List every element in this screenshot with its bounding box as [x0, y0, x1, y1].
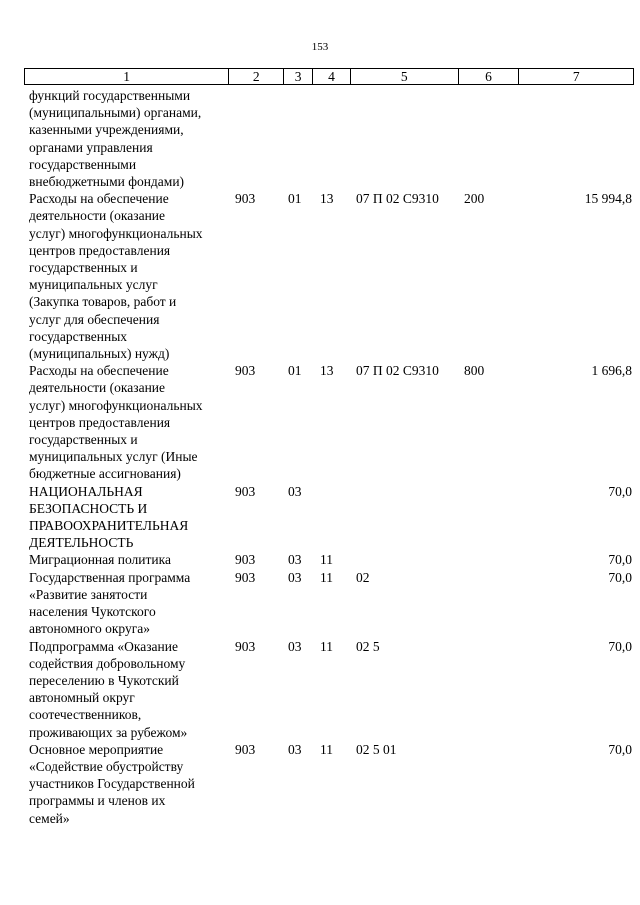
row-ministry-code: 903 — [235, 363, 256, 379]
row-subsection-code: 11 — [320, 552, 333, 568]
header-col-4: 4 — [313, 69, 351, 84]
row-subsection-code: 11 — [320, 638, 333, 654]
header-col-7: 7 — [572, 69, 580, 84]
row-target-code: 02 — [356, 569, 370, 585]
table-header — [24, 68, 634, 85]
row-amount: 70,0 — [608, 741, 632, 757]
row-amount: 70,0 — [608, 638, 632, 654]
row-name: Подпрограмма «Оказание содействия добровольному переселению в Чукотский автономный округ соотечественников, проживающих за рубежом» — [29, 638, 188, 740]
header-col-2: 2 — [229, 69, 284, 84]
row-subsection-code: 11 — [320, 741, 333, 757]
table-row — [29, 483, 632, 552]
row-subsection-code: 13 — [320, 363, 334, 379]
row-name: Расходы на обеспечение деятельности (оказание услуг) многофункциональных центров предоставления государственных и муниципальных услуг (Закупка товаров, работ и услуг для обеспечения государственных (муниципальных) нужд) — [29, 191, 203, 362]
header-col-6: 6 — [459, 69, 520, 84]
table-body — [29, 87, 632, 827]
row-name: Основное мероприятие «Содействие обустройству участников Государственной программы и членов их семей» — [29, 741, 195, 826]
row-section-code: 03 — [288, 638, 302, 654]
row-ministry-code: 903 — [235, 569, 256, 585]
row-subsection-code: 13 — [320, 191, 334, 207]
header-col-5: 5 — [351, 69, 459, 84]
row-ministry-code: 903 — [235, 638, 256, 654]
page-number: 153 — [311, 41, 329, 53]
row-target-code: 02 5 — [356, 638, 380, 654]
row-target-code: 07 П 02 С9310 — [356, 363, 439, 379]
table-row — [29, 362, 632, 482]
table-row — [29, 569, 632, 638]
row-amount: 70,0 — [608, 569, 632, 585]
row-expense-type: 200 — [464, 191, 485, 207]
row-name: Расходы на обеспечение деятельности (оказание услуг) многофункциональных центров предоставления государственных и муниципальных услуг (Иные бюджетные ассигнования) — [29, 363, 203, 482]
row-ministry-code: 903 — [235, 483, 256, 499]
row-subsection-code: 11 — [320, 569, 333, 585]
row-amount: 70,0 — [608, 552, 632, 568]
table-row — [29, 190, 632, 362]
row-section-code: 03 — [288, 483, 302, 499]
table-row — [29, 741, 632, 827]
table-row — [29, 87, 632, 190]
row-section-code: 03 — [288, 569, 302, 585]
header-col-3: 3 — [284, 69, 313, 84]
row-amount: 70,0 — [608, 483, 632, 499]
row-ministry-code: 903 — [235, 741, 256, 757]
row-name: НАЦИОНАЛЬНАЯ БЕЗОПАСНОСТЬ И ПРАВООХРАНИТЕЛЬНАЯ ДЕЯТЕЛЬНОСТЬ — [29, 483, 189, 551]
row-section-code: 01 — [288, 191, 302, 207]
row-amount: 15 994,8 — [584, 191, 632, 207]
table-row — [29, 638, 632, 741]
row-name: Государственная программа «Развитие занятости населения Чукотского автономного округа» — [29, 569, 191, 637]
row-ministry-code: 903 — [235, 191, 256, 207]
table-row — [29, 551, 632, 568]
row-section-code: 03 — [288, 552, 302, 568]
row-section-code: 03 — [288, 741, 302, 757]
row-expense-type: 800 — [464, 363, 485, 379]
row-name: Миграционная политика — [29, 552, 171, 568]
row-target-code: 02 5 01 — [356, 741, 397, 757]
header-col-1: 1 — [25, 69, 229, 84]
row-amount: 1 696,8 — [591, 363, 632, 379]
row-section-code: 01 — [288, 363, 302, 379]
row-name: функций государственными (муниципальными) органами, казенными учреждениями, органами управления государственными внебюджетными фондами) — [29, 88, 202, 190]
row-target-code: 07 П 02 С9310 — [356, 191, 439, 207]
row-ministry-code: 903 — [235, 552, 256, 568]
